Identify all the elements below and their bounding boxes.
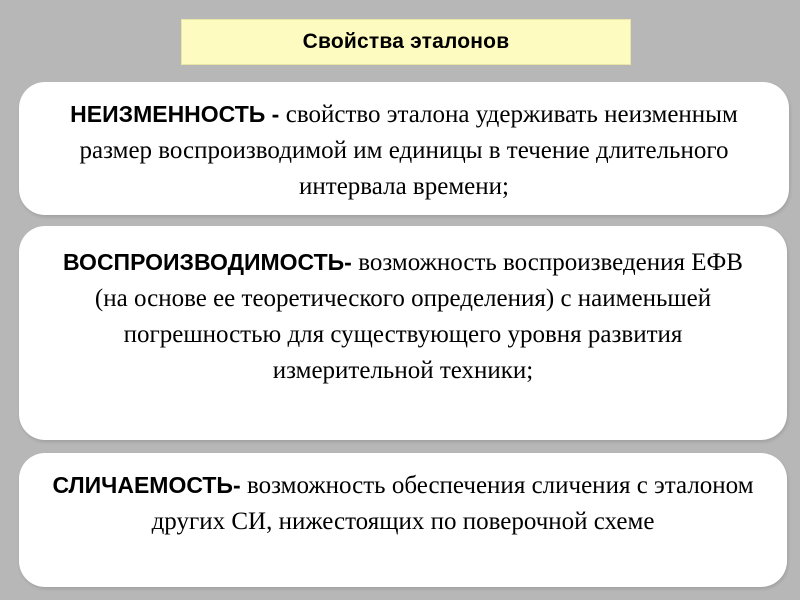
property-text (19, 453, 787, 540)
property-term: СЛИЧАЕМОСТЬ (52, 472, 233, 498)
property-text (19, 226, 787, 389)
property-term: ВОСПРОИЗВОДИМОСТЬ (63, 249, 345, 275)
property-separator: - (232, 472, 248, 498)
property-separator: - (344, 249, 359, 275)
property-separator: - (265, 101, 286, 127)
property-card-reproducibility (19, 226, 787, 440)
property-card-comparability (19, 453, 787, 587)
property-term: НЕИЗМЕННОСТЬ (70, 101, 266, 127)
property-definition: возможность воспроизведения ЕФВ (на основе ее теоретического определения) с наименьшей погрешностью для существующего уровня развития измерительной техники; (94, 249, 743, 384)
title-box (181, 19, 631, 65)
property-definition: свойство эталона удерживать неизменным размер воспроизводимой им единицы в течение длительного интервала времени; (79, 101, 738, 200)
property-card-invariability (19, 82, 789, 215)
slide-title: Свойства эталонов (302, 30, 510, 53)
property-text (19, 82, 789, 205)
property-definition: возможность обеспечения сличения с эталоном других СИ, нижестоящих по поверочной схеме (151, 472, 754, 535)
